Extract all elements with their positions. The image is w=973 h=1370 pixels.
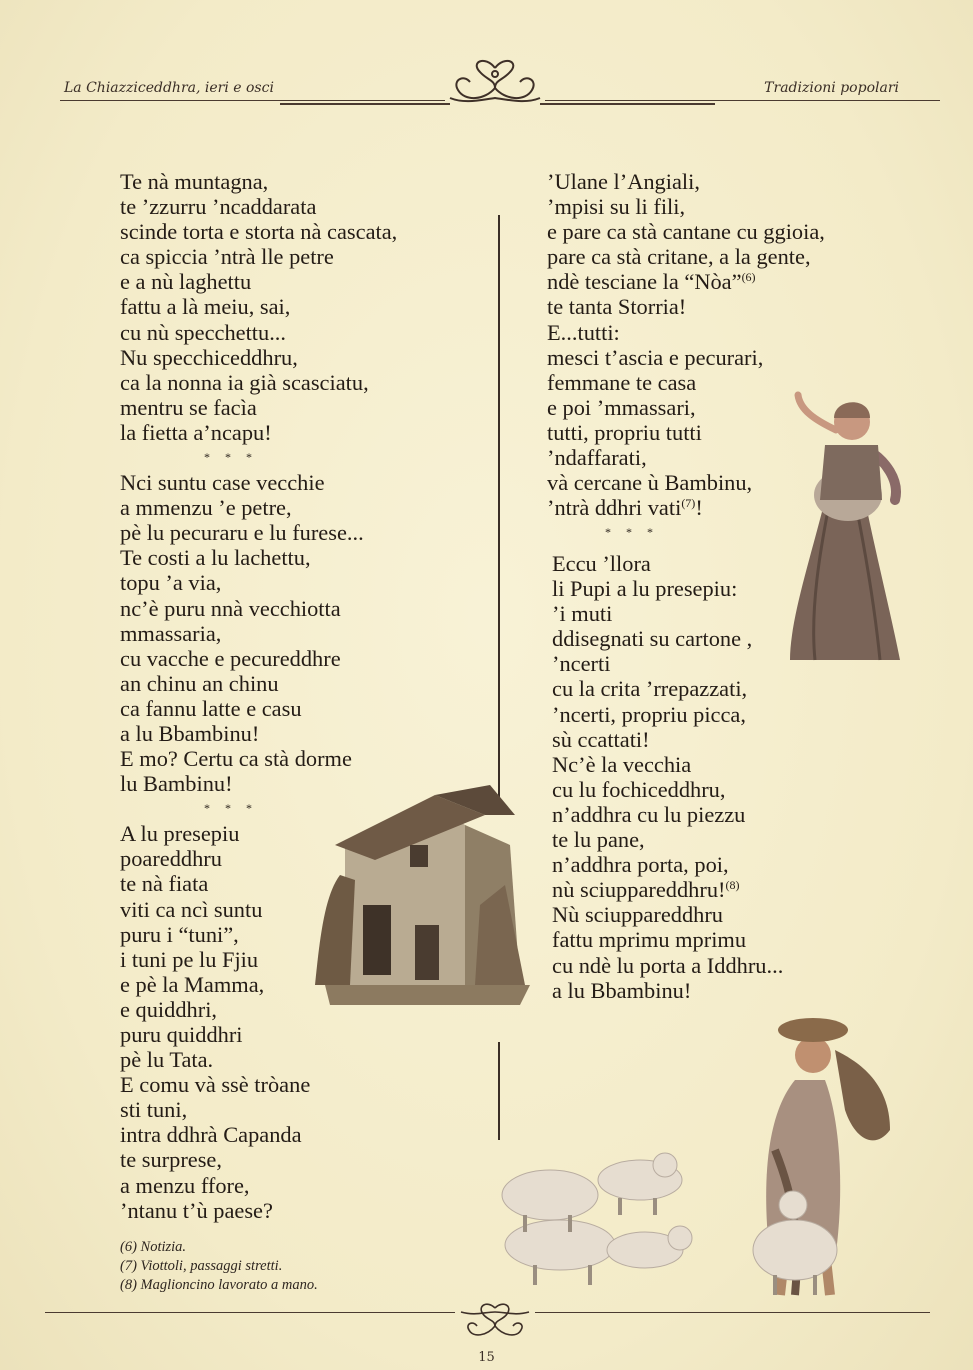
poem-line: ’Ulane l’Angiali, — [547, 169, 700, 194]
poem-line-text: ’ntrà ddhri vati — [547, 495, 682, 521]
poem-line: ’mpisi su li fili, — [547, 194, 686, 220]
poem-line: Te nà muntagna, — [120, 169, 269, 194]
poem-line: intra ddhrà Capanda — [120, 1122, 302, 1148]
poem-line: ca spiccia ’ntrà lle petre — [120, 244, 334, 270]
poem-line-with-note — [552, 877, 783, 902]
shepherd-with-sheep-image — [495, 1010, 905, 1300]
poem-line: e poi ’mmassari, — [547, 394, 696, 420]
poem-line: te ’zzurru ’ncaddarata — [120, 194, 317, 220]
poem-line: e pare ca stà cantane cu ggioia, — [547, 219, 825, 245]
poem-line: ’ncerti — [552, 651, 611, 677]
poem-line: Nu specchiceddhru, — [120, 344, 298, 370]
poem-left-column — [120, 169, 397, 1223]
poem-line: Nc’è la vecchia — [552, 751, 692, 777]
nativity-house-image — [315, 785, 535, 1010]
poem-line: fattu a là meiu, sai, — [120, 294, 291, 320]
header-left-title: La Chiazziceddhra, ieri e osci — [64, 80, 274, 96]
poem-line: E mo? Certu ca stà dorme — [120, 746, 352, 772]
poem-line: Te costi a lu lachettu, — [120, 545, 311, 571]
footnote-8: (8) Maglioncino lavorato a mano. — [120, 1277, 318, 1293]
header-right-title: Tradizioni popolari — [764, 80, 899, 96]
angel-figurine-image — [770, 380, 920, 670]
poem-line: cu ndè lu porta a Iddhru... — [552, 952, 784, 978]
poem-line: ’ntanu t’ù paese? — [120, 1197, 273, 1223]
page-number: 15 — [478, 1350, 495, 1365]
poem-line: ca la nonna ia già scasciatu, — [120, 369, 369, 395]
poem-line: E...tutti: — [547, 319, 620, 345]
footnote-mark: (7) — [681, 496, 696, 511]
poem-line: sù ccattati! — [552, 726, 650, 752]
poem-line: E comu và ssè tròane — [120, 1072, 311, 1098]
footnote-7: (7) Viottoli, passaggi stretti. — [120, 1258, 283, 1274]
poem-line: ’ncerti, propriu picca, — [552, 701, 746, 727]
poem-line: poareddhru — [120, 846, 222, 872]
poem-line: a lu Bbambinu! — [552, 977, 692, 1003]
poem-line: A lu presepiu — [120, 821, 240, 847]
poem-line: viti ca ncì suntu — [120, 896, 263, 922]
poem-line: mmassaria, — [120, 620, 222, 646]
poem-line: te tanta Storria! — [547, 294, 687, 320]
column-divider-top — [498, 215, 500, 810]
poem-line: ’i muti — [552, 601, 613, 627]
poem-line: pare ca stà critane, a la gente, — [547, 244, 811, 270]
poem-line: i tuni pe lu Fjiu — [120, 946, 259, 972]
poem-line: li Pupi a lu presepiu: — [552, 576, 738, 602]
poem-line: topu ’a via, — [120, 570, 222, 596]
poem-line: puru i “tuni”, — [120, 921, 239, 947]
poem-line: mentru se facìa — [120, 394, 257, 420]
footnote-mark: (8) — [725, 878, 740, 893]
footnote-mark: (6) — [741, 270, 756, 285]
poem-line: te nà fiata — [120, 871, 209, 897]
poem-line: e pè la Mamma, — [120, 971, 265, 997]
poem-line: an chinu an chinu — [120, 670, 279, 696]
poem-line: cu nù specchettu... — [120, 319, 287, 345]
poem-line: a lu Bbambinu! — [120, 720, 260, 746]
poem-line: e a nù laghettu — [120, 269, 252, 295]
footnotes — [120, 1238, 318, 1295]
poem-line: femmane te casa — [547, 369, 697, 395]
ornament-bottom-icon — [455, 1298, 535, 1348]
poem-line: Eccu ’llora — [552, 551, 651, 576]
poem-line: n’addhra porta, poi, — [552, 852, 729, 878]
poem-line: ’ndaffarati, — [547, 445, 647, 471]
poem-line: n’addhra cu lu piezzu — [552, 801, 746, 827]
stanza-separator: * * * — [204, 801, 258, 816]
footer-rule-right — [535, 1312, 930, 1313]
footer-rule-left — [45, 1312, 455, 1313]
poem-line: te lu pane, — [552, 827, 645, 853]
stanza-separator: * * * — [605, 525, 659, 540]
poem-line: cu vacche e pecureddhre — [120, 645, 341, 671]
poem-line: Nci suntu case vecchie — [120, 470, 325, 496]
poem-line: pè lu Tata. — [120, 1047, 214, 1073]
poem-line: và cercane ù Bambinu, — [547, 470, 753, 496]
poem-right-column-lower — [552, 551, 783, 1003]
poem-line-end: ! — [695, 495, 703, 521]
poem-line: nc’è puru nnà vecchiotta — [120, 595, 341, 621]
poem-line-with-note — [547, 269, 825, 294]
header-rule-left-top — [60, 100, 445, 101]
header-rule-right-bottom — [540, 103, 715, 105]
poem-line: cu la crita ’rrepazzati, — [552, 676, 748, 702]
stanza-separator: * * * — [204, 450, 258, 465]
ornament-top-icon — [440, 50, 550, 110]
poem-line: scinde torta e storta nà cascata, — [120, 219, 398, 245]
poem-line-text: ndè tesciane la “Nòa” — [547, 269, 742, 295]
poem-line: lu Bambinu! — [120, 771, 233, 797]
poem-line: sti tuni, — [120, 1097, 188, 1123]
header-rule-right-top — [545, 100, 940, 101]
poem-line: pè lu pecuraru e lu furese... — [120, 520, 364, 546]
poem-line: mesci t’ascia e pecurari, — [547, 344, 764, 370]
poem-line: Nù sciuppareddhru — [552, 902, 723, 928]
poem-line: la fietta a’ncapu! — [120, 419, 272, 445]
poem-line: ddisegnati su cartone , — [552, 626, 753, 652]
poem-line: tutti, propriu tutti — [547, 419, 702, 445]
poem-line: a menzu ffore, — [120, 1172, 250, 1198]
poem-line: fattu mprimu mprimu — [552, 927, 747, 953]
poem-line: a mmenzu ’e petre, — [120, 495, 292, 521]
header-rule-left-bottom — [280, 103, 450, 105]
footnote-6: (6) Notizia. — [120, 1239, 187, 1255]
poem-line: puru quiddhri — [120, 1022, 243, 1047]
poem-line: ca fannu latte e casu — [120, 695, 302, 721]
poem-line-text: nù sciuppareddhru! — [552, 877, 726, 903]
poem-line: cu lu fochiceddhru, — [552, 776, 726, 802]
poem-line: te surprese, — [120, 1147, 222, 1173]
poem-line: e quiddhri, — [120, 996, 218, 1022]
